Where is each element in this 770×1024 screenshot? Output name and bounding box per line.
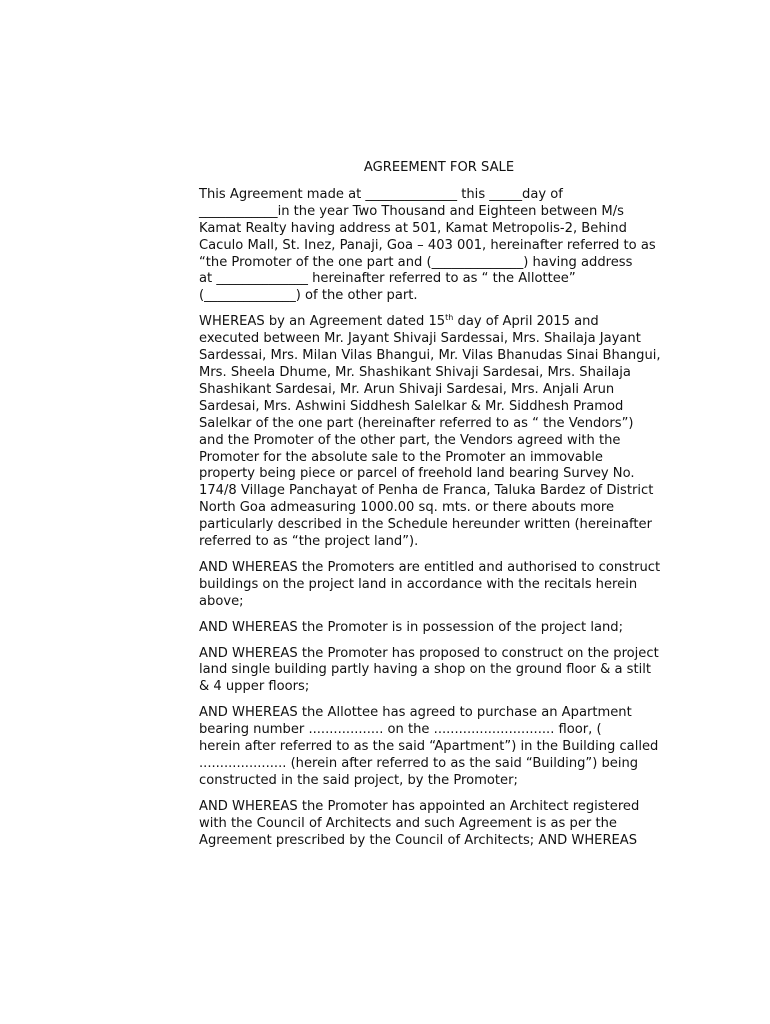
text-line: and the Promoter of the other part, the Vendors agreed with the (199, 432, 621, 448)
text-line (199, 314, 679, 331)
document-title: AGREEMENT FOR SALE (363, 160, 515, 175)
text-line: buildings on the project land in accordance with the recitals herein (199, 576, 638, 592)
text-line: (______________) of the other part. (199, 288, 418, 304)
text-line: ..................... (herein after referred to as the said “Building”) being (199, 756, 639, 771)
text-line: executed between Mr. Jayant Shivaji Sardessai, Mrs. Shailaja Jayant (199, 331, 641, 347)
text-line: referred to as “the project land”). (199, 534, 419, 550)
text-line: Sardesai, Mrs. Ashwini Siddhesh Salelkar & Mr. Siddhesh Pramod (199, 398, 624, 414)
text-line: constructed in the said project, by the Promoter; (199, 772, 518, 788)
paragraph-whereas-entitled (199, 560, 679, 611)
text-line: Promoter for the absolute sale to the Promoter an immovable (199, 449, 603, 465)
text-line: property being piece or parcel of freehold land bearing Survey No. (199, 466, 635, 482)
text-line: herein after referred to as the said “Apartment”) in the Building called (199, 739, 659, 755)
text-line: AND WHEREAS the Allottee has agreed to purchase an Apartment (199, 705, 632, 721)
text-line: Agreement prescribed by the Council of Architects; AND WHEREAS (199, 832, 638, 848)
text-fragment: WHEREAS by an Agreement dated 15 (199, 314, 446, 330)
text-line: Kamat Realty having address at 501, Kamat Metropolis-2, Behind (199, 220, 627, 236)
paragraph-whereas-construct (199, 646, 679, 697)
text-line: at ______________ hereinafter referred to as “ the Allottee” (199, 271, 576, 287)
text-line: This Agreement made at ______________ this _____day of (199, 186, 563, 202)
paragraph-whereas-architect (199, 799, 679, 850)
text-line: North Goa admeasuring 1000.00 sq. mts. or there abouts more (199, 500, 615, 516)
text-line: Mrs. Sheela Dhume, Mr. Shashikant Shivaji Sardesai, Mrs. Shailaja (199, 364, 631, 380)
text-line: bearing number .................. on the ............................. floor, ( (199, 722, 602, 738)
text-line: land single building partly having a shop on the ground floor & a stilt (199, 662, 651, 678)
text-line: AND WHEREAS the Promoter has appointed an Architect registered (199, 798, 640, 814)
text-line: Sardessai, Mrs. Milan Vilas Bhangui, Mr. Vilas Bhanudas Sinai Bhangui, (199, 348, 661, 364)
text-line: Shashikant Sardesai, Mr. Arun Shivaji Sardesai, Mrs. Anjali Arun (199, 381, 615, 397)
text-line: Salelkar of the one part (hereinafter referred to as “ the Vendors”) (199, 415, 634, 431)
text-line: “the Promoter of the one part and (______________) having address (199, 254, 633, 270)
text-line: AND WHEREAS the Promoter has proposed to construct on the project (199, 645, 659, 661)
text-line: 174/8 Village Panchayat of Penha de Franca, Taluka Bardez of District (199, 483, 654, 499)
text-line: & 4 upper floors; (199, 679, 310, 695)
text-line: AND WHEREAS the Promoter is in possession of the project land; (199, 619, 624, 635)
text-line: particularly described in the Schedule hereunder written (hereinafter (199, 517, 652, 533)
text-line: Caculo Mall, St. Inez, Panaji, Goa – 403 001, hereinafter referred to as (199, 237, 656, 253)
superscript: th (445, 313, 454, 323)
paragraph-parties (199, 187, 679, 305)
text-line: AND WHEREAS the Promoters are entitled and authorised to construct (199, 559, 661, 575)
text-fragment: day of April 2015 and (453, 314, 599, 330)
text-line: ____________in the year Two Thousand and Eighteen between M/s (199, 203, 624, 219)
text-line: with the Council of Architects and such Agreement is as per the (199, 815, 617, 831)
document-body (199, 160, 679, 859)
paragraph-whereas-agreement (199, 314, 679, 551)
paragraph-whereas-allottee (199, 705, 679, 790)
text-line: above; (199, 593, 244, 609)
paragraph-whereas-possession (199, 620, 679, 637)
